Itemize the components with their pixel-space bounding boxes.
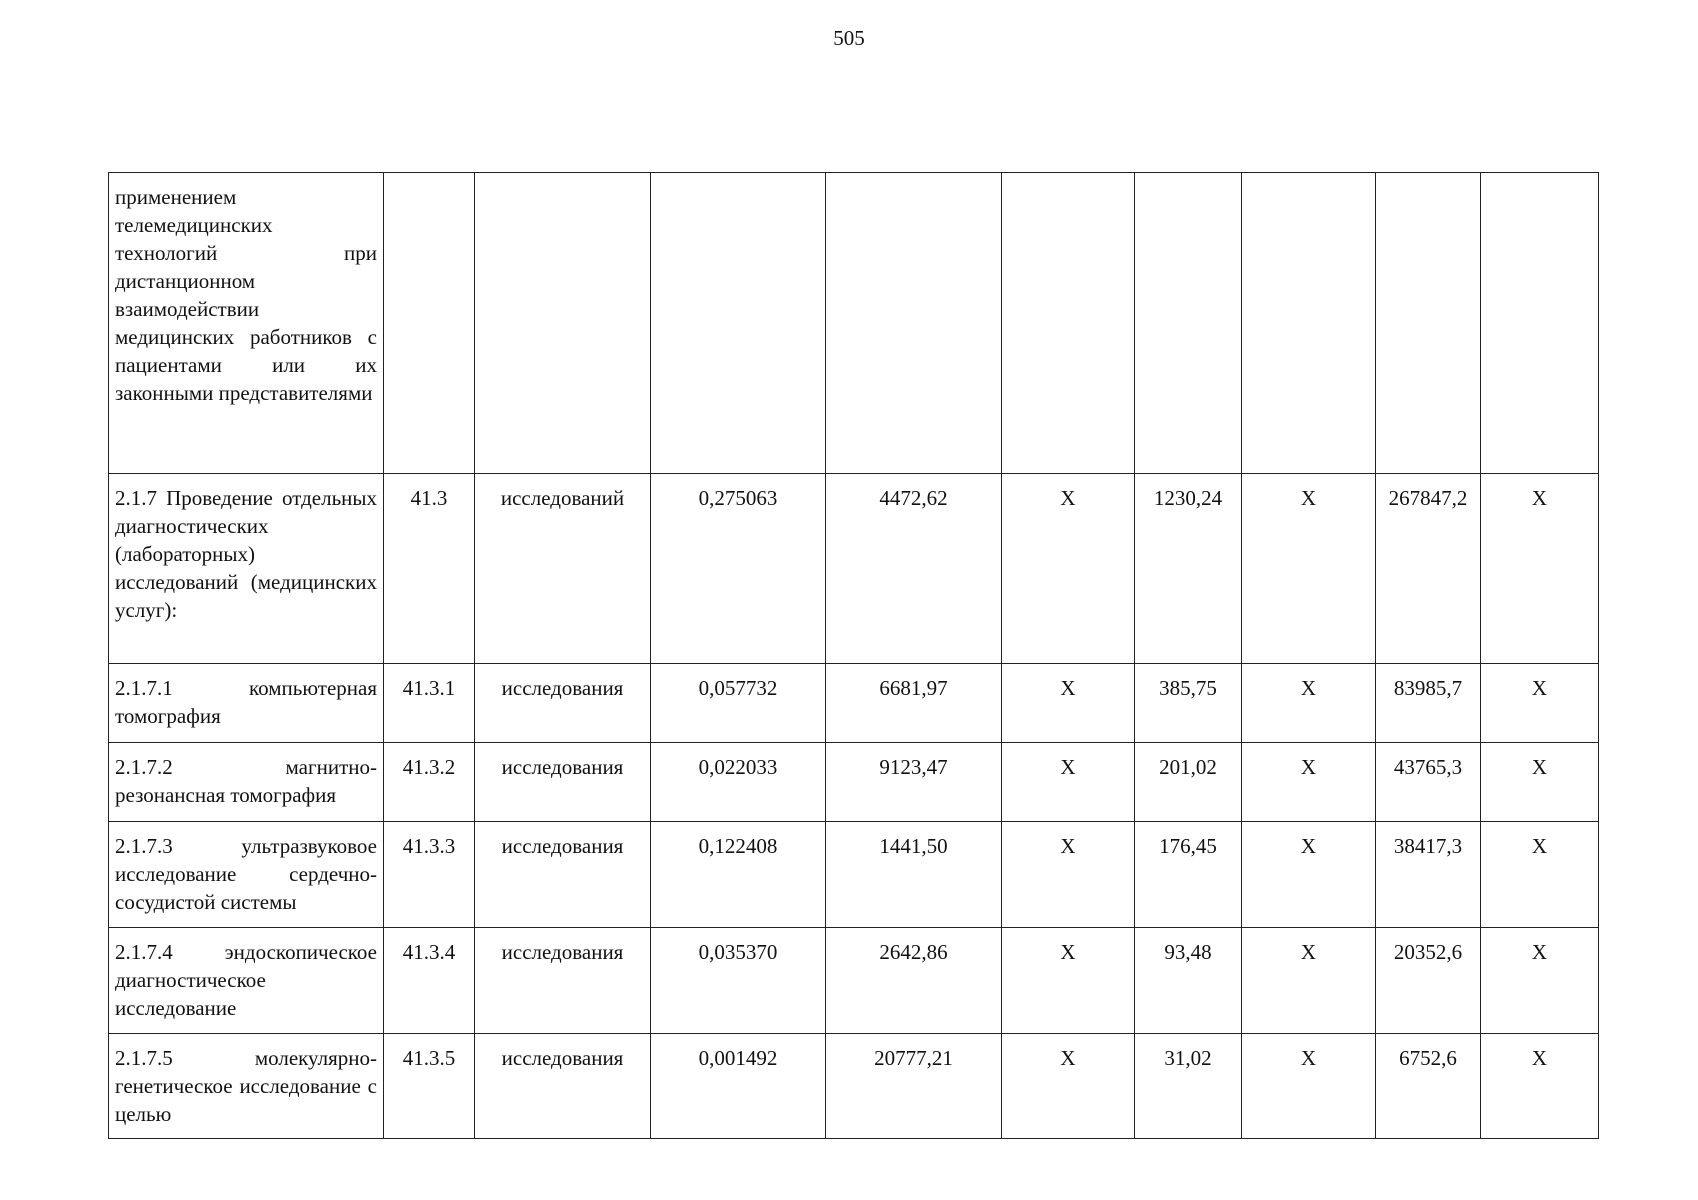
col9-cell: Х [1481, 664, 1599, 743]
norm-cell: 0,035370 [651, 928, 826, 1034]
code-cell: 41.3.2 [384, 743, 475, 822]
col8-cell: 38417,3 [1376, 822, 1481, 928]
table-row [109, 664, 1599, 743]
col8-cell [1376, 173, 1481, 474]
unit-cell: исследования [475, 743, 651, 822]
row-name-cell: 2.1.7 Проведение отдельных диагностических (лабораторных) исследований (медицинских услуг): [109, 474, 384, 664]
col7-cell: Х [1242, 474, 1376, 664]
col9-cell: Х [1481, 928, 1599, 1034]
col5-cell [1002, 173, 1135, 474]
col6-cell: 176,45 [1135, 822, 1242, 928]
cost-cell: 1441,50 [826, 822, 1002, 928]
cost-cell: 4472,62 [826, 474, 1002, 664]
unit-cell [475, 173, 651, 474]
col9-cell [1481, 173, 1599, 474]
cost-cell: 20777,21 [826, 1034, 1002, 1139]
norm-cell [651, 173, 826, 474]
unit-cell: исследования [475, 822, 651, 928]
page-number: 505 [833, 26, 865, 50]
col7-cell: Х [1242, 822, 1376, 928]
col9-cell: Х [1481, 822, 1599, 928]
norm-cell: 0,122408 [651, 822, 826, 928]
col7-cell: Х [1242, 664, 1376, 743]
norm-cell: 0,001492 [651, 1034, 826, 1139]
col5-cell: Х [1002, 1034, 1135, 1139]
row-name-cell: 2.1.7.5 молекулярно-генетическое исследование с целью [109, 1034, 384, 1139]
col8-cell: 83985,7 [1376, 664, 1481, 743]
col5-cell: Х [1002, 474, 1135, 664]
code-cell: 41.3.1 [384, 664, 475, 743]
col9-cell: Х [1481, 474, 1599, 664]
col6-cell [1135, 173, 1242, 474]
unit-cell: исследования [475, 1034, 651, 1139]
col5-cell: Х [1002, 664, 1135, 743]
norm-cell: 0,275063 [651, 474, 826, 664]
table-row [109, 743, 1599, 822]
col6-cell: 201,02 [1135, 743, 1242, 822]
col7-cell: Х [1242, 928, 1376, 1034]
cost-cell: 9123,47 [826, 743, 1002, 822]
table-row [109, 928, 1599, 1034]
col5-cell: Х [1002, 743, 1135, 822]
row-name-cell: 2.1.7.3 ультразвуковое исследование сердечно-сосудистой системы [109, 822, 384, 928]
col9-cell: Х [1481, 743, 1599, 822]
unit-cell: исследований [475, 474, 651, 664]
unit-cell: исследования [475, 928, 651, 1034]
cost-cell [826, 173, 1002, 474]
col6-cell: 93,48 [1135, 928, 1242, 1034]
table-row [109, 173, 1599, 474]
table-row [109, 1034, 1599, 1139]
cost-cell: 2642,86 [826, 928, 1002, 1034]
col8-cell: 20352,6 [1376, 928, 1481, 1034]
norm-cell: 0,022033 [651, 743, 826, 822]
col6-cell: 1230,24 [1135, 474, 1242, 664]
col7-cell [1242, 173, 1376, 474]
unit-cell: исследования [475, 664, 651, 743]
code-cell: 41.3 [384, 474, 475, 664]
row-name-cell: 2.1.7.4 эндоскопическое диагностическое исследование [109, 928, 384, 1034]
cost-cell: 6681,97 [826, 664, 1002, 743]
table-row [109, 822, 1599, 928]
table-row [109, 474, 1599, 664]
col9-cell: Х [1481, 1034, 1599, 1139]
code-cell: 41.3.3 [384, 822, 475, 928]
row-name-cell: применением телемедицинских технологий при дистанционном взаимодействии медицинских работников с пациентами или их законными представителями [109, 173, 384, 474]
col8-cell: 267847,2 [1376, 474, 1481, 664]
col7-cell: Х [1242, 743, 1376, 822]
row-name-cell: 2.1.7.2 магнитно-резонансная томография [109, 743, 384, 822]
col7-cell: Х [1242, 1034, 1376, 1139]
col6-cell: 385,75 [1135, 664, 1242, 743]
code-cell: 41.3.4 [384, 928, 475, 1034]
col8-cell: 6752,6 [1376, 1034, 1481, 1139]
data-table [108, 172, 1599, 1139]
code-cell [384, 173, 475, 474]
row-name-cell: 2.1.7.1 компьютерная томография [109, 664, 384, 743]
col5-cell: Х [1002, 928, 1135, 1034]
col6-cell: 31,02 [1135, 1034, 1242, 1139]
norm-cell: 0,057732 [651, 664, 826, 743]
col8-cell: 43765,3 [1376, 743, 1481, 822]
code-cell: 41.3.5 [384, 1034, 475, 1139]
col5-cell: Х [1002, 822, 1135, 928]
